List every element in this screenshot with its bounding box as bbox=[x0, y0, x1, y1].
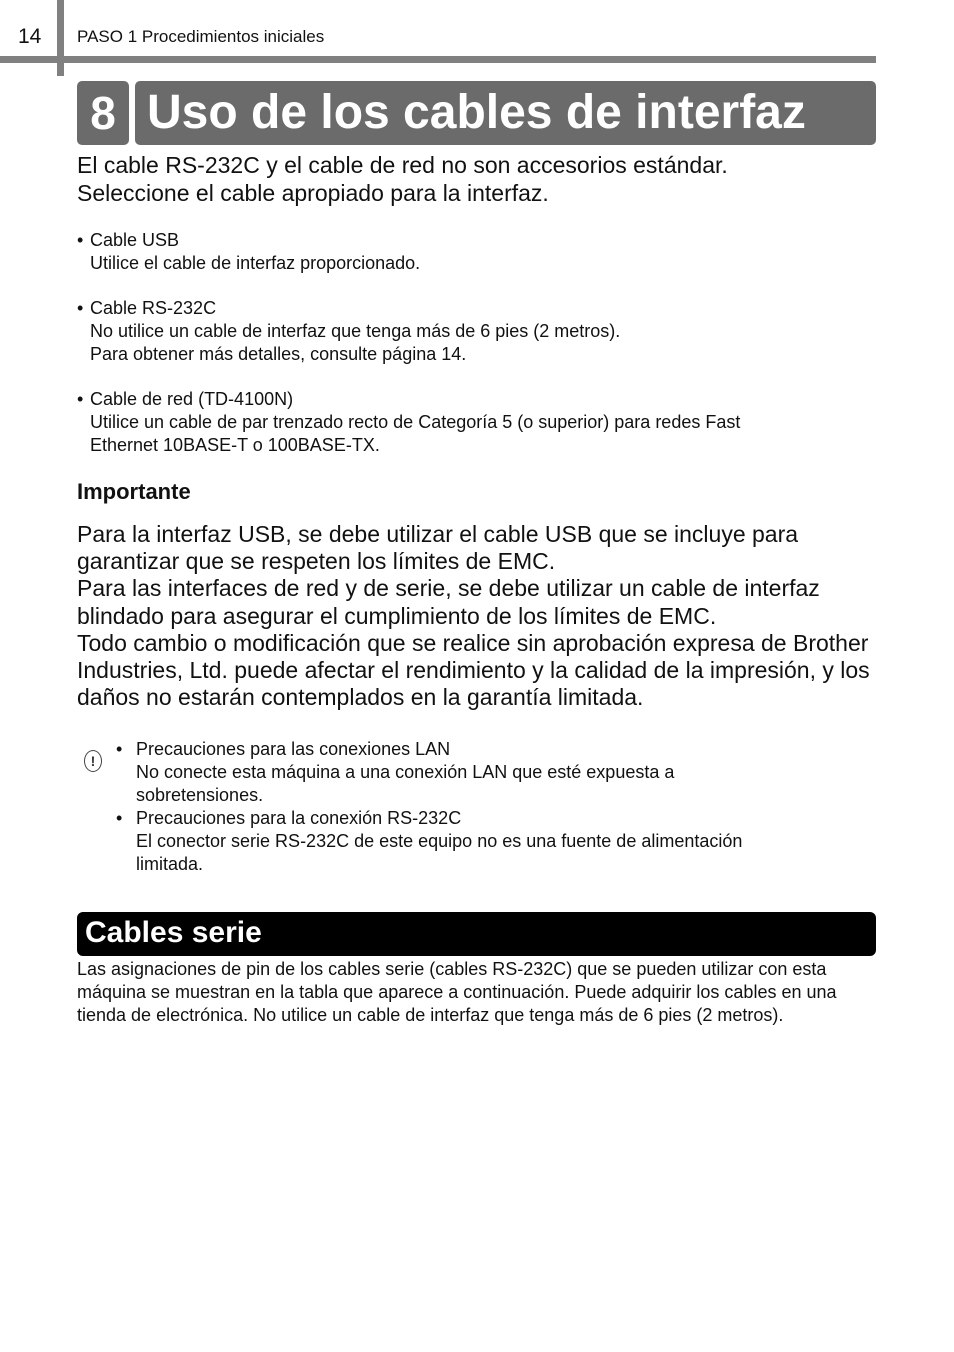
cable-item-line: Para obtener más detalles, consulte página 14. bbox=[90, 344, 467, 364]
section-title: Cables serie bbox=[77, 912, 876, 956]
page-number: 14 bbox=[18, 25, 42, 48]
caution-item-line: limitada. bbox=[136, 854, 204, 874]
caution-item-line: El conector serie RS-232C de este equipo no es una fuente de alimentación bbox=[136, 831, 743, 851]
important-paragraph: Para las interfaces de red y de serie, se debe utilizar un cable de interfaz blindado para asegurar el cumplimiento de los límites de EMC. bbox=[77, 575, 820, 629]
caution-item-rs232c bbox=[116, 807, 856, 876]
cable-item-title: • Cable RS-232C bbox=[90, 298, 217, 318]
caution-icon: ! bbox=[84, 750, 102, 772]
cable-item-line: Utilice el cable de interfaz proporcionado. bbox=[90, 253, 421, 273]
chapter-number: 8 bbox=[77, 81, 129, 145]
cable-item-rs232c bbox=[77, 297, 877, 366]
cable-item-line: No utilice un cable de interfaz que tenga más de 6 pies (2 metros). bbox=[90, 321, 621, 341]
caution-list bbox=[116, 738, 856, 876]
section-body: Las asignaciones de pin de los cables serie (cables RS-232C) que se pueden utilizar con esta máquina se muestran en la tabla que aparece a continuación. Puede adquirir los cables en una tienda de electrónica. No utilice un cable de interfaz que tenga más de 6 pies (2 metros). bbox=[77, 959, 837, 1025]
important-body bbox=[77, 521, 887, 711]
caution-item-line: sobretensiones. bbox=[136, 785, 264, 805]
cable-item-title: • Cable de red (TD-4100N) bbox=[90, 389, 294, 409]
intro-line: Seleccione el cable apropiado para la interfaz. bbox=[77, 180, 549, 206]
caution-item-title: • Precauciones para las conexiones LAN bbox=[136, 739, 451, 759]
intro-line: El cable RS-232C y el cable de red no son accesorios estándar. bbox=[77, 152, 728, 178]
chapter-title: Uso de los cables de interfaz bbox=[135, 81, 876, 145]
cable-item-network bbox=[77, 388, 877, 457]
header-vertical-rule bbox=[57, 0, 64, 76]
important-paragraph: Para la interfaz USB, se debe utilizar el cable USB que se incluye para garantizar que se respeten los límites de EMC. bbox=[77, 521, 799, 575]
running-header: PASO 1 Procedimientos iniciales bbox=[77, 27, 325, 46]
caution-item-lan bbox=[116, 738, 856, 807]
intro-paragraph bbox=[77, 151, 877, 207]
cable-list bbox=[77, 229, 877, 479]
caution-item-title: • Precauciones para la conexión RS-232C bbox=[136, 808, 462, 828]
cable-item-line: Utilice un cable de par trenzado recto de Categoría 5 (o superior) para redes Fast bbox=[90, 412, 741, 432]
caution-item-line: No conecte esta máquina a una conexión LAN que esté expuesta a bbox=[136, 762, 675, 782]
header-horizontal-rule bbox=[0, 56, 876, 63]
cable-item-usb bbox=[77, 229, 877, 275]
cable-item-line: Ethernet 10BASE-T o 100BASE-TX. bbox=[90, 435, 380, 455]
cable-item-title: • Cable USB bbox=[90, 230, 180, 250]
important-paragraph: Todo cambio o modificación que se realice sin aprobación expresa de Brother Industries, Ltd. puede afectar el rendimiento y la calidad de la impresión, y los daños no estarán contemplados en la garantía limitada. bbox=[77, 629, 870, 711]
important-heading: Importante bbox=[77, 479, 191, 504]
